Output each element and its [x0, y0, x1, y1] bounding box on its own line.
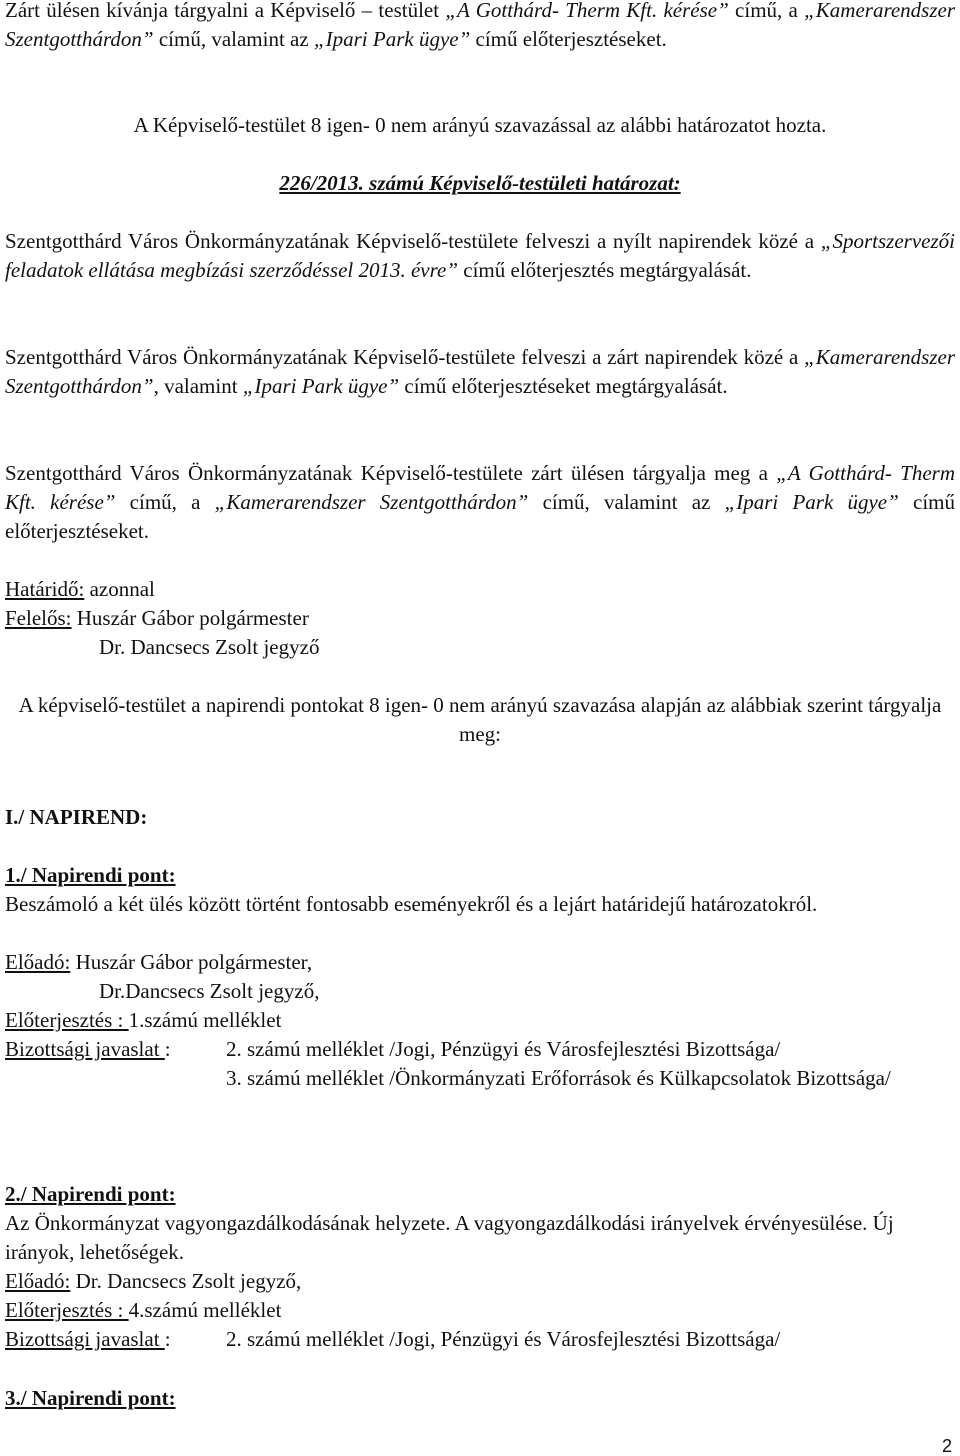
resolution-paragraph-2 [5, 343, 955, 401]
agenda-item-1-heading: 1./ Napirendi pont: [5, 863, 176, 887]
committee-label: Bizottsági javaslat [5, 1327, 165, 1351]
agenda-item-2-presenter [5, 1267, 301, 1296]
agenda-item-2-submission [5, 1296, 281, 1325]
agenda-item-2-heading: 2./ Napirendi pont: [5, 1182, 176, 1206]
responsible-label: Felelős: [5, 606, 72, 630]
resolution-item-camera: „Kamerarendszer Szentgotthárdon” [214, 490, 529, 514]
resolution-text: Szentgotthárd Város Önkormányzatának Képviselő-testülete zárt ülésen tárgyalja meg a [5, 461, 777, 485]
resolution-item-gotthard-2: kérése” [50, 490, 116, 514]
vote-statement: A Képviselő-testület 8 igen- 0 nem arányú szavazással az alábbi határozatot hozta. [133, 113, 827, 137]
resolution-paragraph-1 [5, 227, 955, 285]
submission-label: Előterjesztés : [5, 1298, 129, 1322]
deadline-value: azonnal [84, 577, 155, 601]
intro-item-gotthard: „A Gotthárd- Therm Kft. kérése” [445, 0, 729, 22]
agenda-item-1-committee [5, 1035, 955, 1090]
submission-value: 4.számú melléklet [128, 1298, 282, 1322]
responsible-line [5, 604, 309, 633]
deadline-label: Határidő: [5, 577, 85, 601]
resolution-text: Szentgotthárd Város Önkormányzatának Képviselő-testülete felveszi a zárt napirendek közé a [5, 345, 805, 369]
presenter-label: Előadó: [5, 950, 71, 974]
presenter-value: Huszár Gábor polgármester, [70, 950, 313, 974]
resolution-text: című előterjesztés megtárgyalását. [458, 258, 752, 282]
committee-line: 2. számú melléklet /Jogi, Pénzügyi és Városfejlesztési Bizottsága/ [226, 1037, 781, 1061]
agenda-item-1-submission [5, 1006, 281, 1035]
intro-text: Zárt ülésen kívánja tárgyalni a Képviselő – testület [5, 0, 446, 22]
intro-item-camera: „Kamerarendszer Szentgotthárdon” [5, 0, 956, 51]
resolution-item-camera: „Kamerarendszer Szentgotthárdon” [5, 345, 955, 398]
intro-text: című, valamint az [153, 27, 314, 51]
agenda-item-2-text: Az Önkormányzat vagyongazdálkodásának helyzete. A vagyongazdálkodási irányelvek érvényesülése. Új irányok, lehetőségek. [5, 1211, 894, 1264]
resolution-item-gotthard: „A Gotthárd- Therm Kft. [5, 461, 955, 514]
page-number: 2 [942, 1436, 953, 1456]
submission-label: Előterjesztés : [5, 1008, 129, 1032]
intro-item-park: „Ipari Park ügye” [313, 27, 471, 51]
resolution-text: Szentgotthárd Város Önkormányzatának Képviselő-testülete felveszi a nyílt napirendek közé a [5, 229, 821, 253]
agenda-item-1-presenter-2: Dr.Dancsecs Zsolt jegyző, [99, 979, 320, 1003]
responsible-value: Huszár Gábor polgármester [71, 606, 309, 630]
resolution-title: 226/2013. számú Képviselő-testületi határozat: [279, 171, 681, 195]
resolution-item-park: „Ipari Park ügye” [724, 490, 899, 514]
agenda-item-1-presenter [5, 948, 312, 977]
resolution-text: című előterjesztéseket. [5, 490, 956, 543]
committee-line: 2. számú melléklet /Jogi, Pénzügyi és Városfejlesztési Bizottsága/ [226, 1327, 781, 1351]
resolution-item-sport: „Sportszervezői feladatok ellátása megbízási szerződéssel 2013. évre” [5, 229, 955, 282]
presenter-label: Előadó: [5, 1269, 71, 1293]
submission-value: 1.számú melléklet [128, 1008, 282, 1032]
responsible-line-2: Dr. Dancsecs Zsolt jegyző [99, 635, 320, 659]
section-title: I./ NAPIREND: [5, 805, 148, 829]
intro-text: című előterjesztéseket. [470, 27, 667, 51]
committee-colon: : [164, 1327, 171, 1351]
committee-label: Bizottsági javaslat [5, 1037, 165, 1061]
intro-text: című, a [728, 0, 805, 22]
agenda-intro: A képviselő-testület a napirendi pontokat 8 igen- 0 nem arányú szavazása alapján az alábbiak szerint tárgyalja meg: [18, 693, 942, 746]
resolution-text: című, a [115, 490, 215, 514]
resolution-text: című, valamint az [528, 490, 725, 514]
agenda-item-2-committee [5, 1325, 955, 1354]
intro-paragraph [5, 0, 955, 54]
resolution-item-park: „Ipari Park ügye” [242, 374, 400, 398]
agenda-item-1-text: Beszámoló a két ülés között történt fontosabb eseményekről és a lejárt határidejű határozatokról. [5, 892, 818, 916]
committee-line: 3. számú melléklet /Önkormányzati Erőforrások és Külkapcsolatok Bizottsága/ [226, 1066, 891, 1090]
agenda-item-3-heading: 3./ Napirendi pont: [5, 1386, 176, 1410]
resolution-text: című előterjesztéseket megtárgyalását. [399, 374, 728, 398]
resolution-paragraph-3 [5, 459, 955, 546]
presenter-value: Dr. Dancsecs Zsolt jegyző, [70, 1269, 302, 1293]
deadline-line [5, 575, 155, 604]
resolution-text [36, 490, 50, 514]
resolution-text: , valamint [153, 374, 243, 398]
committee-colon: : [164, 1037, 171, 1061]
